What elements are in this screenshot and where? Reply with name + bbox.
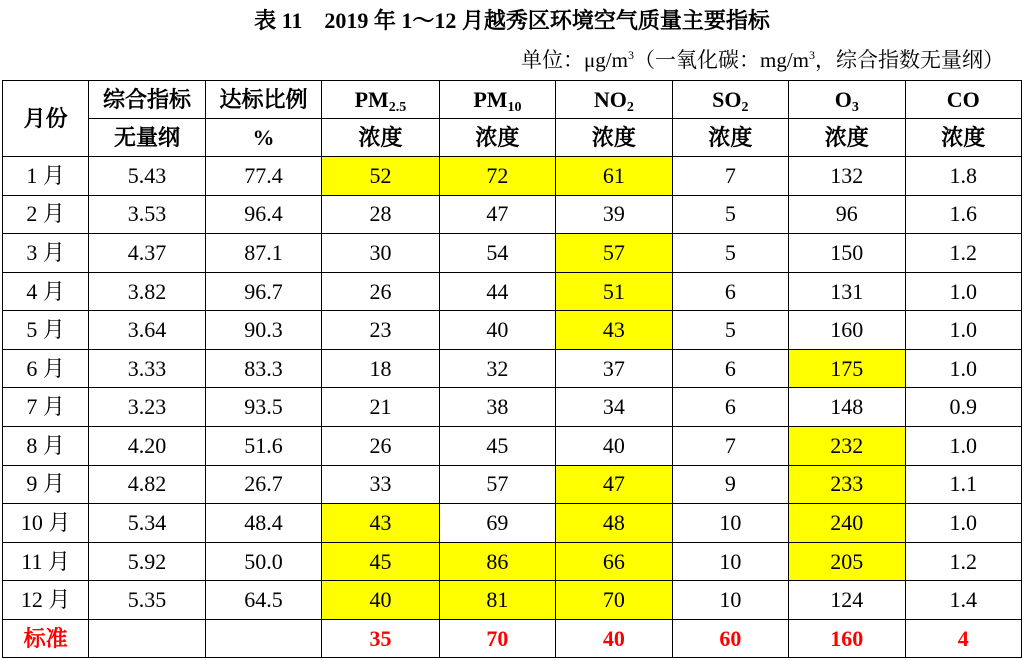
cell-pm25: 40 (322, 581, 439, 620)
table-row (3, 504, 1022, 543)
table-title: 表 11 2019 年 1～12 月越秀区环境空气质量主要指标 (254, 8, 770, 33)
cell-no2: 57 (556, 234, 672, 273)
cell-ratio: 64.5 (205, 581, 321, 620)
cell-o3: 148 (789, 388, 905, 427)
cell-no2: 37 (556, 349, 672, 388)
cell-pm25: 21 (322, 388, 439, 427)
cell-empty (205, 620, 321, 658)
cell-no2: 47 (556, 465, 672, 504)
unit-note: 单位：$\mu g/m^3$（一氧化碳：$mg/m^3$，综合指数无量纲） (521, 48, 1004, 72)
table-row (3, 157, 1022, 196)
cell-o3: 160 (789, 311, 905, 350)
cell-no2: 51 (556, 272, 672, 311)
cell-no2: 70 (556, 581, 672, 620)
cell-pm10: 57 (439, 465, 555, 504)
header-conc: 浓度 (672, 119, 788, 157)
cell-month: 12 月 (3, 581, 89, 620)
cell-ratio: 83.3 (205, 349, 321, 388)
cell-so2: 6 (672, 272, 788, 311)
table-row (3, 349, 1022, 388)
cell-idx: 5.92 (89, 542, 205, 581)
cell-so2: 6 (672, 349, 788, 388)
cell-o3: 124 (789, 581, 905, 620)
cell-co: 1.8 (905, 157, 1022, 196)
standard-o3: 160 (789, 620, 905, 658)
standard-row (3, 620, 1022, 658)
cell-pm25: 28 (322, 195, 439, 234)
cell-so2: 5 (672, 311, 788, 350)
cell-month: 3 月 (3, 234, 89, 273)
air-quality-table (2, 80, 1022, 658)
table-row (3, 311, 1022, 350)
cell-so2: 6 (672, 388, 788, 427)
header-no2: $NO_2$ (556, 81, 672, 119)
cell-co: 1.0 (905, 311, 1022, 350)
table-row (3, 195, 1022, 234)
header-month: 月份 (3, 81, 89, 157)
cell-o3: 232 (789, 427, 905, 466)
cell-ratio: 87.1 (205, 234, 321, 273)
cell-pm10: 44 (439, 272, 555, 311)
header-ratio: 达标比例 (205, 81, 321, 119)
cell-so2: 5 (672, 234, 788, 273)
header-co: CO (905, 81, 1022, 119)
cell-pm10: 81 (439, 581, 555, 620)
cell-pm25: 26 (322, 427, 439, 466)
cell-pm10: 47 (439, 195, 555, 234)
header-pm10: $PM_{10}$ (439, 81, 555, 119)
cell-pm25: 23 (322, 311, 439, 350)
header-so2: $SO_2$ (672, 81, 788, 119)
cell-pm25: 43 (322, 504, 439, 543)
cell-month: 11 月 (3, 542, 89, 581)
cell-o3: 96 (789, 195, 905, 234)
cell-ratio: 77.4 (205, 157, 321, 196)
cell-ratio: 96.7 (205, 272, 321, 311)
cell-so2: 9 (672, 465, 788, 504)
cell-o3: 175 (789, 349, 905, 388)
cell-pm10: 86 (439, 542, 555, 581)
cell-so2: 10 (672, 504, 788, 543)
cell-idx: 4.37 (89, 234, 205, 273)
cell-pm10: 54 (439, 234, 555, 273)
cell-no2: 34 (556, 388, 672, 427)
cell-ratio: 96.4 (205, 195, 321, 234)
header-conc: 浓度 (789, 119, 905, 157)
cell-ratio: 26.7 (205, 465, 321, 504)
cell-co: 1.6 (905, 195, 1022, 234)
cell-so2: 7 (672, 427, 788, 466)
header-conc: 浓度 (556, 119, 672, 157)
cell-pm25: 26 (322, 272, 439, 311)
cell-ratio: 50.0 (205, 542, 321, 581)
table-row (3, 465, 1022, 504)
cell-co: 0.9 (905, 388, 1022, 427)
table-row (3, 272, 1022, 311)
header-index: 综合指标 (89, 81, 205, 119)
standard-pm25: 35 (322, 620, 439, 658)
cell-co: 1.4 (905, 581, 1022, 620)
cell-idx: 3.64 (89, 311, 205, 350)
cell-empty (89, 620, 205, 658)
cell-o3: 132 (789, 157, 905, 196)
cell-co: 1.0 (905, 272, 1022, 311)
cell-o3: 240 (789, 504, 905, 543)
cell-month: 6 月 (3, 349, 89, 388)
standard-no2: 40 (556, 620, 672, 658)
cell-month: 2 月 (3, 195, 89, 234)
header-ratio-unit: % (205, 119, 321, 157)
cell-pm25: 18 (322, 349, 439, 388)
cell-o3: 205 (789, 542, 905, 581)
cell-month: 9 月 (3, 465, 89, 504)
cell-pm10: 45 (439, 427, 555, 466)
cell-co: 1.2 (905, 542, 1022, 581)
cell-ratio: 51.6 (205, 427, 321, 466)
cell-co: 1.0 (905, 427, 1022, 466)
cell-no2: 61 (556, 157, 672, 196)
cell-pm10: 72 (439, 157, 555, 196)
table-row (3, 581, 1022, 620)
cell-month: 10 月 (3, 504, 89, 543)
cell-no2: 48 (556, 504, 672, 543)
cell-idx: 3.33 (89, 349, 205, 388)
table-row (3, 427, 1022, 466)
cell-co: 1.0 (905, 504, 1022, 543)
cell-co: 1.2 (905, 234, 1022, 273)
cell-month: 7 月 (3, 388, 89, 427)
cell-ratio: 90.3 (205, 311, 321, 350)
header-conc: 浓度 (905, 119, 1022, 157)
cell-pm25: 33 (322, 465, 439, 504)
cell-no2: 43 (556, 311, 672, 350)
cell-idx: 4.82 (89, 465, 205, 504)
cell-pm10: 40 (439, 311, 555, 350)
cell-so2: 5 (672, 195, 788, 234)
cell-idx: 3.23 (89, 388, 205, 427)
table-row (3, 542, 1022, 581)
cell-idx: 5.35 (89, 581, 205, 620)
cell-o3: 131 (789, 272, 905, 311)
cell-idx: 5.34 (89, 504, 205, 543)
cell-pm10: 38 (439, 388, 555, 427)
cell-o3: 150 (789, 234, 905, 273)
header-o3: $O_3$ (789, 81, 905, 119)
cell-co: 1.0 (905, 349, 1022, 388)
header-conc: 浓度 (322, 119, 439, 157)
cell-month: 4 月 (3, 272, 89, 311)
cell-so2: 10 (672, 542, 788, 581)
cell-ratio: 48.4 (205, 504, 321, 543)
standard-pm10: 70 (439, 620, 555, 658)
cell-idx: 5.43 (89, 157, 205, 196)
header-conc: 浓度 (439, 119, 555, 157)
cell-pm25: 52 (322, 157, 439, 196)
cell-idx: 4.20 (89, 427, 205, 466)
cell-so2: 10 (672, 581, 788, 620)
standard-label: 标准 (3, 620, 89, 658)
cell-o3: 233 (789, 465, 905, 504)
table-row (3, 234, 1022, 273)
standard-co: 4 (905, 620, 1022, 658)
cell-month: 5 月 (3, 311, 89, 350)
cell-no2: 40 (556, 427, 672, 466)
cell-pm25: 30 (322, 234, 439, 273)
cell-ratio: 93.5 (205, 388, 321, 427)
cell-no2: 39 (556, 195, 672, 234)
cell-idx: 3.53 (89, 195, 205, 234)
cell-month: 1 月 (3, 157, 89, 196)
header-pm25: $PM_{2.5}$ (322, 81, 439, 119)
cell-month: 8 月 (3, 427, 89, 466)
standard-so2: 60 (672, 620, 788, 658)
cell-pm10: 32 (439, 349, 555, 388)
cell-pm25: 45 (322, 542, 439, 581)
cell-co: 1.1 (905, 465, 1022, 504)
cell-pm10: 69 (439, 504, 555, 543)
cell-no2: 66 (556, 542, 672, 581)
cell-idx: 3.82 (89, 272, 205, 311)
header-index-unit: 无量纲 (89, 119, 205, 157)
table-row (3, 388, 1022, 427)
cell-so2: 7 (672, 157, 788, 196)
